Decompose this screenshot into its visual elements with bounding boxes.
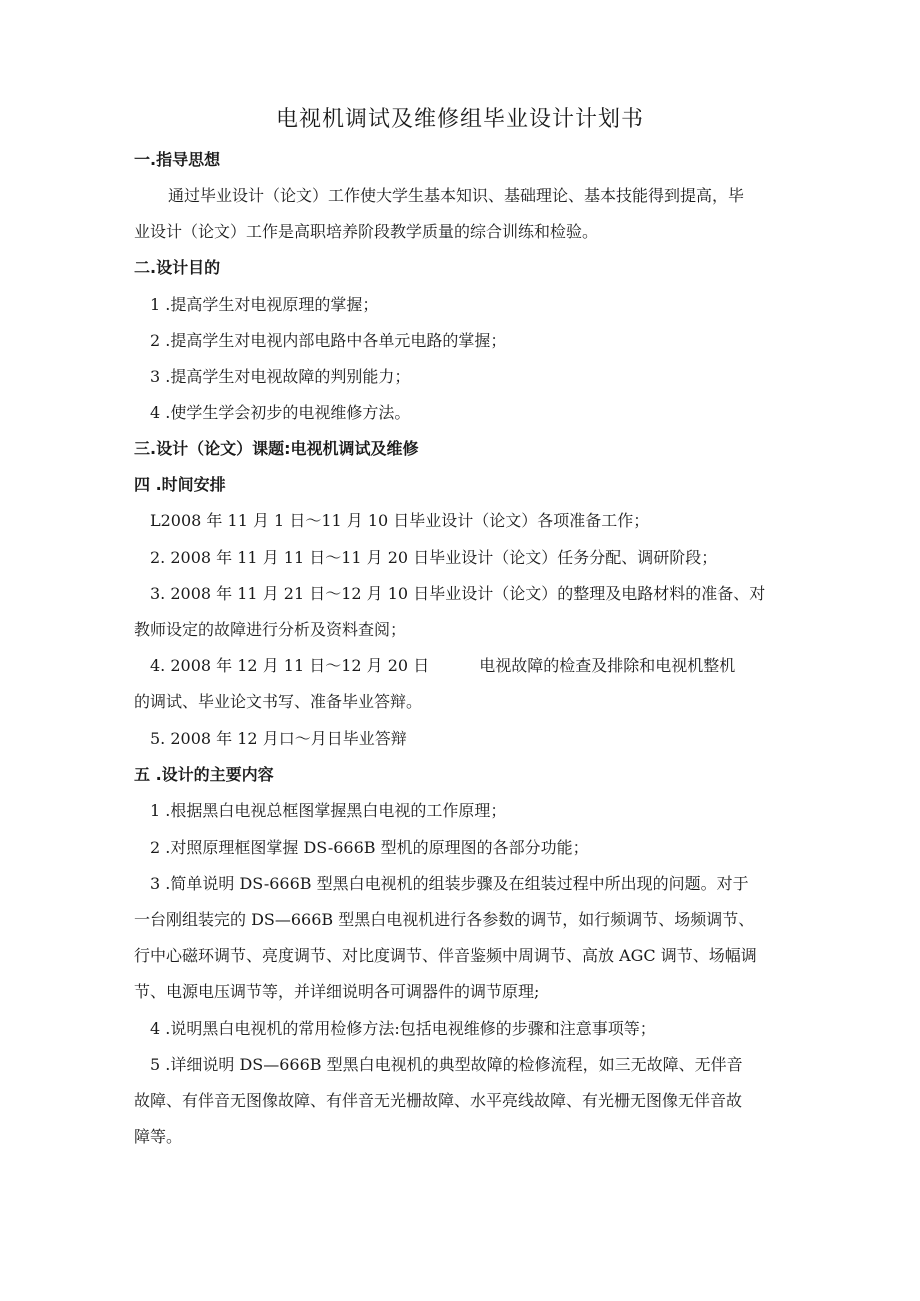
schedule-task: 电视故障的检查及排除和电视机整机 xyxy=(479,656,736,675)
list-item-continuation: 一台刚组装完的 DS—666B 型黑白电视机进行各参数的调节，如行频调节、场频调节、 xyxy=(134,910,755,929)
section-heading-design-purpose: 二.设计目的 xyxy=(134,258,221,277)
document-title: 电视机调试及维修组毕业设计计划书 xyxy=(275,107,644,132)
list-item-continuation: 行中心磁环调节、亮度调节、对比度调节、伴音鉴频中周调节、高放 AGC 调节、场幅调 xyxy=(134,946,757,965)
section-heading-schedule: 四 .时间安排 xyxy=(134,475,226,494)
list-item: 4 .说明黑白电视机的常用检修方法:包括电视维修的步骤和注意事项等； xyxy=(150,1019,656,1038)
list-item: 2 .对照原理框图掌握 DS-666B 型机的原理图的各部分功能； xyxy=(150,838,589,857)
list-item: 4 .使学生学会初步的电视维修方法。 xyxy=(150,403,411,422)
section-heading-guiding-idea: 一.指导思想 xyxy=(134,150,221,169)
paragraph-line: 业设计（论文）工作是高职培养阶段教学质量的综合训练和检验。 xyxy=(134,222,599,241)
list-item: 1 .根据黑白电视总框图掌握黑白电视的工作原理； xyxy=(150,801,507,820)
section-heading-thesis-topic: 三.设计（论文）课题:电视机调试及维修 xyxy=(134,439,419,458)
list-item: 2 .提高学生对电视内部电路中各单元电路的掌握； xyxy=(150,331,507,350)
list-item: 3 .提高学生对电视故障的判别能力； xyxy=(150,367,411,386)
list-item: 3 .简单说明 DS-666B 型黑白电视机的组装步骤及在组装过程中所出现的问题。对于 xyxy=(150,874,749,893)
list-item: L2008 年 11 月 1 日～11 月 10 日毕业设计（论文）各项准备工作； xyxy=(150,511,650,530)
paragraph-line: 通过毕业设计（论文）工作使大学生基本知识、基础理论、基本技能得到提高，毕 xyxy=(168,186,745,205)
list-item: 1 .提高学生对电视原理的掌握； xyxy=(150,295,379,314)
list-item: 5 .详细说明 DS—666B 型黑白电视机的典型故障的检修流程，如三无故障、无伴音 xyxy=(150,1055,743,1074)
list-item-continuation: 故障、有伴音无图像故障、有伴音无光栅故障、水平亮线故障、有光栅无图像无伴音故 xyxy=(134,1091,743,1110)
list-item: 5. 2008 年 12 月口～月日毕业答辩 xyxy=(150,729,407,748)
list-item-continuation: 的调试、毕业论文书写、准备毕业答辩。 xyxy=(134,692,423,711)
list-item-continuation: 节、电源电压调节等，并详细说明各可调器件的调节原理; xyxy=(134,982,540,1001)
section-heading-main-content: 五 .设计的主要内容 xyxy=(134,765,274,784)
list-item xyxy=(150,653,735,679)
list-item-continuation: 障等。 xyxy=(134,1127,183,1146)
list-item: 3. 2008 年 11 月 21 日～12 月 10 日毕业设计（论文）的整理及电路材料的准备、对 xyxy=(150,584,766,603)
list-item: 2. 2008 年 11 月 11 日～11 月 20 日毕业设计（论文）任务分配、调研阶段； xyxy=(150,548,718,567)
schedule-date-range: 4. 2008 年 12 月 11 日～12 月 20 日 xyxy=(150,656,430,675)
list-item-continuation: 教师设定的故障进行分析及资料查阅； xyxy=(134,620,407,639)
